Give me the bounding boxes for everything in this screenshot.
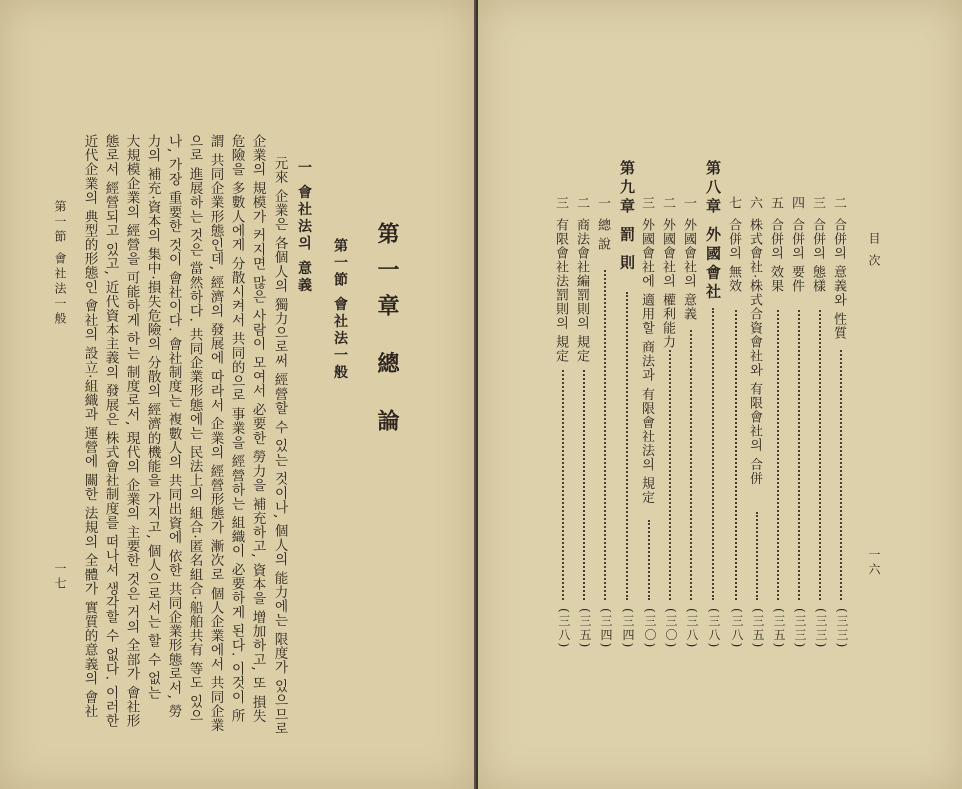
toc-entry-number: 二 (574, 196, 589, 210)
toc-entry-label: 合併의 效果 (768, 218, 783, 294)
leader-dots (798, 310, 800, 600)
toc-entry (554, 0, 572, 789)
leader-dots (583, 370, 585, 600)
leader-dots (604, 270, 606, 600)
toc-chapter (704, 0, 722, 789)
toc-chapter (618, 0, 636, 789)
toc-entry-label: 株式會社·株式合資會社와 有限會社의 合併 (747, 218, 762, 486)
toc-entry (748, 0, 766, 789)
body-line-5: 으로 進展하는 것은 當然하다. 共同企業形態에는 民法上의 組合·匿名組合·船舶共有 等도 있으 (186, 134, 203, 723)
toc-entry-page: (三〇) (643, 608, 657, 650)
body-line-7: 力의 補充·資本의 集中·損失危險의 分散의 經濟的機能을 가지고, 個人으로서는 할 수 없는 (144, 134, 161, 700)
leader-dots (840, 350, 842, 600)
toc-entry-page: (三〇) (664, 608, 678, 650)
body-line-2: 企業의 規模가 커지면 많은 사람이 모여서 必要한 勞力을 補充하고, 資本을 增加하고, 또 損失 (249, 134, 266, 724)
toc-entry-label: 外國會社에 適用할 商法과 有限會社法의 規定 (639, 218, 654, 505)
toc-entry-number: 六 (747, 196, 762, 210)
toc-entry-label: 合併의 態樣 (810, 218, 825, 294)
toc-entry-label: 合併의 無效 (726, 218, 741, 294)
subsection-title: 一 會社法의 意義 (296, 160, 312, 295)
toc-entry (596, 0, 614, 789)
toc-entry-number: 七 (726, 196, 741, 210)
toc-chapter-label: 第八章 外國會社 (704, 160, 722, 303)
toc-entry-page: (三八) (685, 608, 699, 650)
section-title: 第一節 會社法一般 (332, 238, 348, 382)
toc-entry-page: (三五) (751, 608, 765, 650)
toc-entry (832, 0, 850, 789)
toc-entry-number: 二 (660, 196, 675, 210)
toc-chapter-label: 第九章 罰 則 (618, 160, 636, 274)
leader-dots (562, 370, 564, 600)
left-page (0, 0, 476, 789)
toc-entry-page: (三三) (793, 608, 807, 650)
toc-entry-page: (三五) (578, 608, 592, 650)
toc-entry-page: (三八) (730, 608, 744, 650)
toc-entry-number: 一 (681, 196, 696, 210)
toc-entry (790, 0, 808, 789)
leader-dots (735, 310, 737, 600)
toc-entry (575, 0, 593, 789)
running-header: 第一節 會社法一般 (53, 200, 67, 327)
toc-entry (640, 0, 658, 789)
toc-entry-page: (三五) (772, 608, 786, 650)
toc-entry (769, 0, 787, 789)
toc-entry-page: (三四) (599, 608, 613, 650)
toc-entry-number: 三 (639, 196, 654, 210)
toc-entry-label: 外國會社의 權利能力 (660, 218, 675, 350)
toc-entry-number: 四 (789, 196, 804, 210)
toc-entry-label: 總 說 (595, 218, 610, 252)
body-line-6: 나, 가장 重要한 것이 會社이다. 會社制度는 複數人의 共同出資에 依한 共同企業形態로서, 勞 (165, 134, 182, 719)
toc-entry-number: 一 (595, 196, 610, 210)
body-line-1: 元來 企業은 各個人의 獨力으로써 經營할 수 있는 것이나, 個人의 能力에는 限度가 있으므로 (271, 156, 288, 736)
toc-entry (811, 0, 829, 789)
toc-entry-page: (三八) (707, 608, 721, 650)
leader-dots (756, 512, 758, 600)
toc-entry-label: 合併의 意義와 性質 (831, 218, 846, 341)
leader-dots (777, 310, 779, 600)
leader-dots (648, 520, 650, 600)
page-number: 一七 (53, 562, 67, 592)
leader-dots (626, 292, 628, 600)
body-line-10: 近代企業의 典型的形態인 會社의 設立·組織과 運營에 關한 法規의 全體가 實質的意義의 會社 (81, 134, 98, 719)
leader-dots (690, 330, 692, 600)
toc-entry-page: (三三) (835, 608, 849, 650)
toc-entry-number: 三 (553, 196, 568, 210)
toc-entry (682, 0, 700, 789)
body-line-8: 大規模企業의 經營을 可能하게 하는 制度로서, 現代의 企業의 主要한 것은 거의 全部가 會社形 (123, 134, 140, 728)
body-line-9: 態로서 經營되고 있고, 近代資本主義의 發展은 株式會社制度를 떠나서 생각할 수 없다. 이러한 (102, 134, 119, 728)
toc-entry-number: 二 (831, 196, 846, 210)
toc-entry (727, 0, 745, 789)
body-line-3: 危險을 多數人에게 分散시켜서 共同的으로 事業을 經營하는 組織이 必要하게 된다. 이것이 所 (228, 134, 245, 723)
leader-dots (712, 308, 714, 600)
right-page (478, 0, 962, 789)
body-line-4: 謂 共同企業形態인데, 經濟의 發展에 따라서 企業의 經營形態가 漸次로 個人企業에서 共同企業 (207, 134, 224, 733)
toc-entry-number: 五 (768, 196, 783, 210)
toc-entry (661, 0, 679, 789)
toc-entry-page: (三三) (814, 608, 828, 650)
toc-entry-page: (三四) (621, 608, 635, 650)
page-number: 一六 (867, 548, 881, 578)
toc-entry-number: 三 (810, 196, 825, 210)
leader-dots (819, 310, 821, 600)
toc-entry-label: 商法會社編罰則의 規定 (574, 218, 589, 364)
toc-entry-label: 合併의 要件 (789, 218, 804, 294)
toc-entry-label: 外國會社의 意義 (681, 218, 696, 322)
leader-dots (669, 350, 671, 600)
chapter-title: 第一章 總 論 (374, 222, 400, 446)
toc-entry-label: 有限會社法罰則의 規定 (553, 218, 568, 364)
toc-entry-page: (三八) (557, 608, 571, 650)
toc-header: 目 次 (867, 232, 881, 269)
